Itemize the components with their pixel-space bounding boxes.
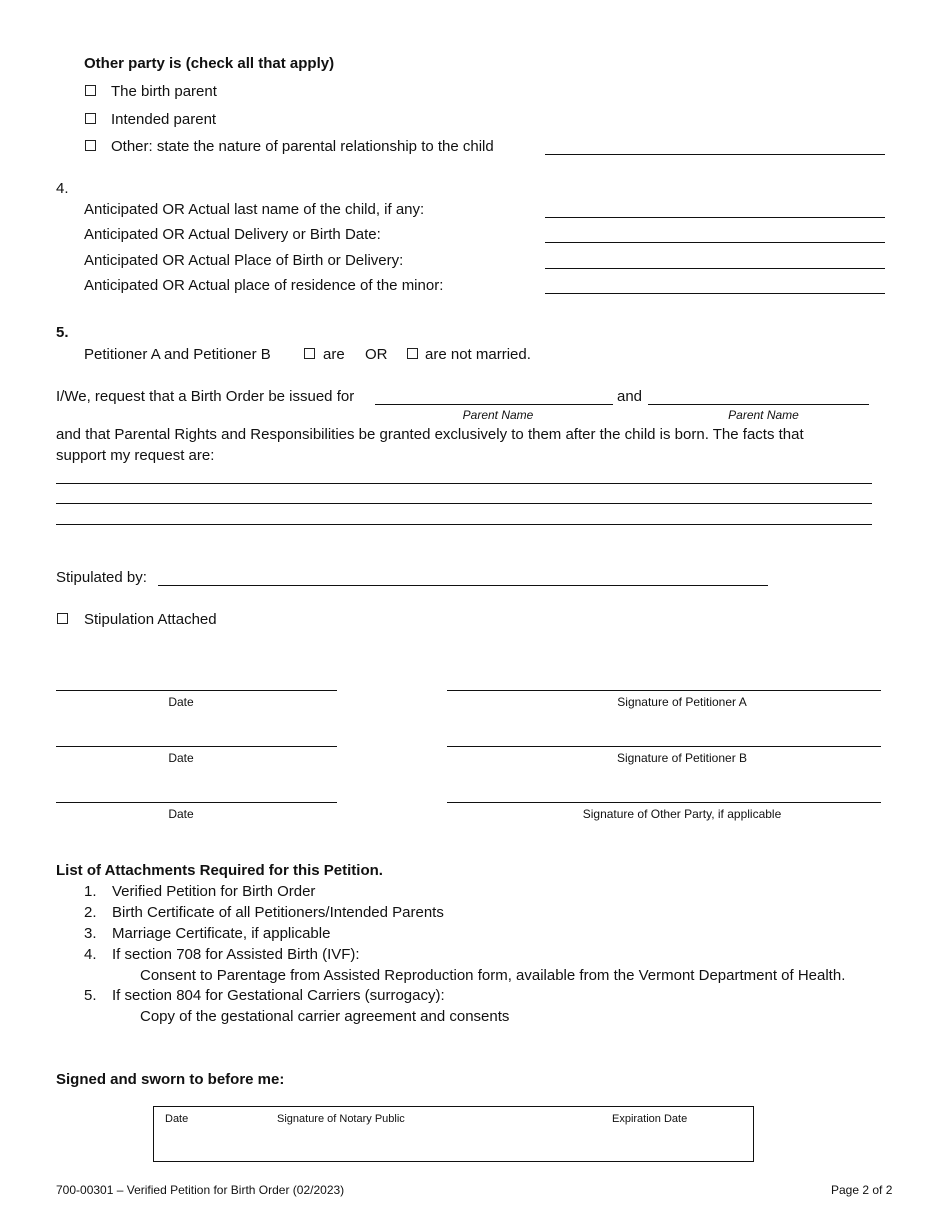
residence-field[interactable] bbox=[545, 293, 885, 294]
notary-heading: Signed and sworn to before me: bbox=[56, 1071, 285, 1088]
are-married-checkbox[interactable] bbox=[304, 348, 315, 359]
birth-place-field[interactable] bbox=[545, 268, 885, 269]
facts-line-1[interactable] bbox=[56, 483, 872, 484]
date-b-caption: Date bbox=[168, 751, 194, 765]
intended-parent-label: Intended parent bbox=[111, 111, 217, 128]
notary-signature-label: Signature of Notary Public bbox=[277, 1113, 405, 1125]
signature-a-field[interactable] bbox=[447, 690, 881, 691]
marital-status-prefix: Petitioner A and Petitioner B bbox=[84, 346, 271, 363]
attachment-2-text: Birth Certificate of all Petitioners/Intended Parents bbox=[112, 904, 444, 921]
birth-date-field[interactable] bbox=[545, 242, 885, 243]
attachment-3-text: Marriage Certificate, if applicable bbox=[112, 925, 331, 942]
birth-date-label: Anticipated OR Actual Delivery or Birth Date: bbox=[84, 226, 381, 243]
stipulation-attached-label: Stipulation Attached bbox=[84, 611, 217, 628]
footer-form-id: 700-00301 – Verified Petition for Birth Order (02/2023) bbox=[56, 1183, 345, 1197]
signature-b-caption: Signature of Petitioner B bbox=[616, 751, 748, 765]
notary-date-label: Date bbox=[165, 1113, 189, 1125]
signature-a-caption: Signature of Petitioner A bbox=[617, 695, 747, 709]
other-party-heading: Other party is (check all that apply) bbox=[84, 55, 335, 72]
footer-page-number: Page 2 of 2 bbox=[831, 1183, 893, 1197]
birth-place-label: Anticipated OR Actual Place of Birth or Delivery: bbox=[84, 252, 404, 269]
facts-line-2[interactable] bbox=[56, 503, 872, 504]
birth-parent-label: The birth parent bbox=[111, 83, 217, 100]
intended-parent-checkbox[interactable] bbox=[85, 113, 96, 124]
attachment-1-text: Verified Petition for Birth Order bbox=[112, 883, 316, 900]
signature-other-field[interactable] bbox=[447, 802, 881, 803]
stipulated-by-field[interactable] bbox=[158, 585, 768, 586]
attachment-2-number: 2. bbox=[84, 904, 97, 921]
parent-name-b-caption: Parent Name bbox=[728, 408, 799, 422]
request-and: and bbox=[617, 388, 643, 405]
stipulated-by-label: Stipulated by: bbox=[56, 569, 147, 586]
child-last-name-label: Anticipated OR Actual last name of the child, if any: bbox=[84, 201, 425, 218]
attachments-heading: List of Attachments Required for this Petition. bbox=[56, 862, 383, 879]
section-5-number: 5. bbox=[56, 324, 69, 341]
not-married-label: are not married. bbox=[425, 346, 531, 363]
parent-name-a-field[interactable] bbox=[375, 404, 613, 405]
date-a-field[interactable] bbox=[56, 690, 337, 691]
section-4-number: 4. bbox=[56, 180, 69, 197]
request-lead: I/We, request that a Birth Order be issued for bbox=[56, 388, 355, 405]
are-married-label: are bbox=[323, 346, 345, 363]
notary-expiration-label: Expiration Date bbox=[612, 1113, 688, 1125]
not-married-checkbox[interactable] bbox=[407, 348, 418, 359]
facts-line-3[interactable] bbox=[56, 524, 872, 525]
request-body-line-2: support my request are: bbox=[56, 447, 215, 464]
other-relationship-checkbox[interactable] bbox=[85, 140, 96, 151]
attachment-3-number: 3. bbox=[84, 925, 97, 942]
signature-other-caption: Signature of Other Party, if applicable bbox=[582, 807, 782, 821]
attachment-5-text: If section 804 for Gestational Carriers (surrogacy): bbox=[112, 987, 445, 1004]
attachment-1-number: 1. bbox=[84, 883, 97, 900]
child-last-name-field[interactable] bbox=[545, 217, 885, 218]
or-text: OR bbox=[365, 346, 388, 363]
date-other-field[interactable] bbox=[56, 802, 337, 803]
attachment-4-text: If section 708 for Assisted Birth (IVF): bbox=[112, 946, 360, 963]
date-b-field[interactable] bbox=[56, 746, 337, 747]
attachment-5-number: 5. bbox=[84, 987, 97, 1004]
date-other-caption: Date bbox=[168, 807, 194, 821]
other-relationship-field[interactable] bbox=[545, 154, 885, 155]
parent-name-a-caption: Parent Name bbox=[462, 408, 534, 422]
signature-b-field[interactable] bbox=[447, 746, 881, 747]
residence-label: Anticipated OR Actual place of residence of the minor: bbox=[84, 277, 444, 294]
parent-name-b-field[interactable] bbox=[648, 404, 869, 405]
attachment-4-number: 4. bbox=[84, 946, 97, 963]
birth-parent-checkbox[interactable] bbox=[85, 85, 96, 96]
attachment-5-detail: Copy of the gestational carrier agreement and consents bbox=[140, 1008, 510, 1025]
date-a-caption: Date bbox=[168, 695, 194, 709]
other-relationship-label: Other: state the nature of parental relationship to the child bbox=[111, 138, 494, 155]
request-body-line-1: and that Parental Rights and Responsibilities be granted exclusively to them after the child is born. The facts that bbox=[56, 426, 804, 443]
attachment-4-detail: Consent to Parentage from Assisted Reproduction form, available from the Vermont Department of Health. bbox=[140, 967, 846, 984]
stipulation-attached-checkbox[interactable] bbox=[57, 613, 68, 624]
